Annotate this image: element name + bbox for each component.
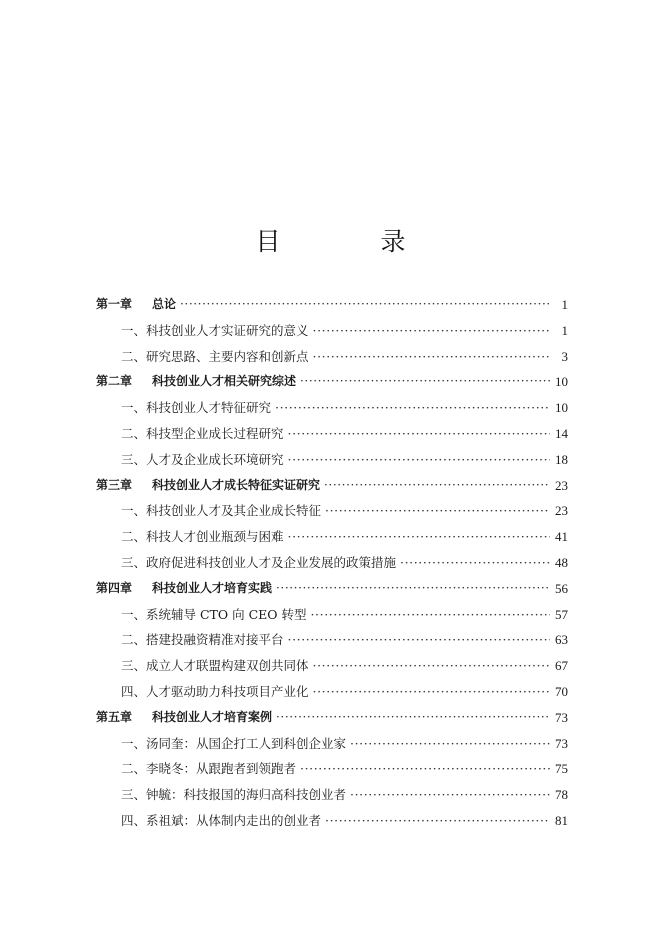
- section-title: 三、人才及企业成长环境研究: [121, 451, 284, 467]
- section-title: 四、系祖斌：从体制内走出的创业者: [121, 812, 322, 828]
- page-number: 23: [555, 477, 568, 493]
- section-title: 一、汤同奎：从国企打工人到科创企业家: [121, 735, 347, 751]
- section-title: 二、科技型企业成长过程研究: [121, 425, 284, 441]
- toc-section-row[interactable]: [96, 653, 568, 679]
- chapter-title: 科技创业人才培育实践: [152, 580, 273, 595]
- dot-leader: [288, 421, 550, 447]
- toc-section-row[interactable]: [96, 782, 568, 808]
- chapter-number: 第二章: [96, 374, 133, 389]
- section-title: 二、研究思路、主要内容和创新点: [121, 348, 309, 364]
- dot-leader: [313, 679, 550, 705]
- page-number: 75: [555, 761, 568, 777]
- page-number: 23: [555, 503, 568, 519]
- toc-chapter-row[interactable]: [96, 292, 568, 318]
- page-number: 1: [561, 322, 568, 338]
- page-number: 10: [555, 374, 568, 390]
- toc-chapter-row[interactable]: [96, 705, 568, 731]
- toc-section-row[interactable]: [96, 550, 568, 576]
- page-number: 78: [555, 787, 568, 803]
- toc-section-row[interactable]: [96, 395, 568, 421]
- dot-leader: [325, 808, 550, 834]
- page-number: 10: [555, 400, 568, 416]
- dot-leader: [300, 369, 550, 395]
- dot-leader: [350, 782, 550, 808]
- dot-leader: [300, 756, 550, 782]
- page-number: 18: [555, 451, 568, 467]
- chapter-number: 第四章: [96, 580, 133, 595]
- page-number: 70: [555, 683, 568, 699]
- page-number: 48: [555, 554, 568, 570]
- chapter-number: 第三章: [96, 477, 133, 492]
- section-title: 一、科技创业人才实证研究的意义: [121, 322, 309, 338]
- toc-section-row[interactable]: [96, 679, 568, 705]
- dot-leader: [288, 447, 550, 473]
- dot-leader: [400, 550, 550, 576]
- section-title: 二、搭建投融资精准对接平台: [121, 632, 284, 648]
- section-title: 二、李晓冬：从跟跑者到领跑者: [121, 761, 297, 777]
- page-number: 14: [555, 425, 568, 441]
- toc-chapter-row[interactable]: [96, 473, 568, 499]
- toc-section-row[interactable]: [96, 731, 568, 757]
- dot-leader: [350, 731, 550, 757]
- chapter-title: 科技创业人才成长特征实证研究: [152, 477, 321, 492]
- dot-leader: [288, 524, 550, 550]
- section-title: 一、科技创业人才及其企业成长特征: [121, 503, 322, 519]
- toc-section-row[interactable]: [96, 602, 568, 628]
- dot-leader: [288, 627, 550, 653]
- page-number: 57: [555, 606, 568, 622]
- page-number: 73: [555, 709, 568, 725]
- toc-section-row[interactable]: [96, 756, 568, 782]
- toc-section-row[interactable]: [96, 498, 568, 524]
- dot-leader: [276, 576, 550, 602]
- chapter-title: 总论: [152, 297, 177, 311]
- toc-chapter-row[interactable]: [96, 576, 568, 602]
- page-number: 63: [555, 632, 568, 648]
- section-title: 三、钟毓：科技报国的海归高科技创业者: [121, 787, 347, 803]
- toc-section-row[interactable]: [96, 627, 568, 653]
- chapter-number: 第一章: [96, 297, 133, 311]
- section-title: 一、科技创业人才特征研究: [121, 400, 272, 416]
- page-number: 73: [555, 735, 568, 751]
- section-title: 三、政府促进科技创业人才及企业发展的政策措施: [121, 554, 397, 570]
- chapter-title: 科技创业人才培育案例: [152, 709, 273, 724]
- page-number: 56: [555, 580, 568, 596]
- section-title: 一、系统辅导 CTO 向 CEO 转型: [121, 606, 307, 622]
- dot-leader: [313, 653, 550, 679]
- dot-leader: [276, 705, 550, 731]
- toc-section-row[interactable]: [96, 421, 568, 447]
- section-title: 三、成立人才联盟构建双创共同体: [121, 658, 309, 674]
- table-of-contents: [96, 292, 568, 834]
- page-number: 3: [561, 348, 568, 364]
- page-number: 67: [555, 658, 568, 674]
- section-title: 二、科技人才创业瓶颈与困难: [121, 529, 284, 545]
- toc-section-row[interactable]: [96, 318, 568, 344]
- page-number: 81: [555, 812, 568, 828]
- section-title: 四、人才驱动助力科技项目产业化: [121, 683, 309, 699]
- dot-leader: [324, 473, 550, 499]
- dot-leader: [275, 395, 550, 421]
- page-number: 1: [561, 297, 568, 312]
- dot-leader: [313, 318, 550, 344]
- page-title: 目 录: [255, 227, 452, 256]
- chapter-number: 第五章: [96, 709, 133, 724]
- dot-leader: [180, 292, 550, 318]
- toc-chapter-row[interactable]: [96, 369, 568, 395]
- toc-section-row[interactable]: [96, 447, 568, 473]
- toc-section-row[interactable]: [96, 344, 568, 370]
- toc-section-row[interactable]: [96, 808, 568, 834]
- dot-leader: [313, 344, 550, 370]
- chapter-title: 科技创业人才相关研究综述: [152, 374, 297, 389]
- page-number: 41: [555, 529, 568, 545]
- toc-section-row[interactable]: [96, 524, 568, 550]
- dot-leader: [310, 602, 550, 628]
- dot-leader: [325, 498, 550, 524]
